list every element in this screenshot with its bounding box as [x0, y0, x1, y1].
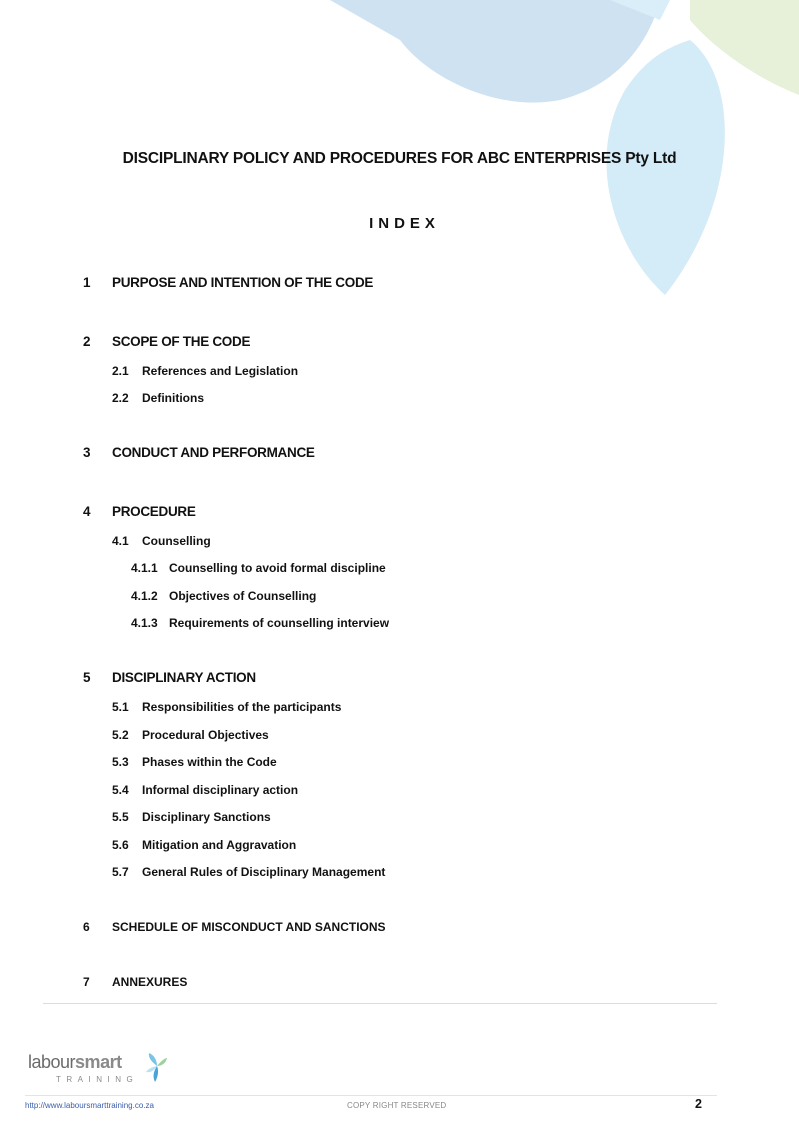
toc-number: 4.1.1	[131, 561, 158, 575]
toc-entry-2-2	[112, 391, 204, 405]
toc-label: PROCEDURE	[112, 504, 196, 519]
pinwheel-logo-icon	[146, 1052, 168, 1084]
toc-number: 2	[83, 334, 91, 349]
toc-label: Counselling to avoid formal discipline	[169, 561, 386, 575]
toc-number: 2.1	[112, 364, 129, 378]
toc-label: Disciplinary Sanctions	[142, 810, 271, 824]
toc-number: 5	[83, 670, 91, 685]
toc-number: 1	[83, 275, 91, 290]
toc-label: PURPOSE AND INTENTION OF THE CODE	[112, 275, 374, 290]
toc-entry-7	[83, 975, 187, 989]
page-number: 2	[695, 1097, 702, 1111]
laboursmart-logo	[28, 1052, 178, 1088]
toc-number: 6	[83, 920, 90, 934]
toc-entry-2	[83, 334, 250, 349]
toc-entry-4	[83, 504, 196, 519]
toc-entry-5-7	[112, 865, 385, 879]
toc-label: Procedural Objectives	[142, 728, 269, 742]
toc-entry-2-1	[112, 364, 298, 378]
toc-number: 5.2	[112, 728, 129, 742]
toc-number: 4.1	[112, 534, 129, 548]
toc-number: 2.2	[112, 391, 129, 405]
footer-divider-bottom	[25, 1095, 717, 1096]
toc-entry-5-5	[112, 810, 271, 824]
toc-number: 5.7	[112, 865, 129, 879]
toc-entry-4-1-2	[131, 589, 316, 603]
toc-entry-5-3	[112, 755, 277, 769]
toc-label: Mitigation and Aggravation	[142, 838, 297, 852]
logo-text-light: labour	[28, 1052, 76, 1072]
toc-label: Definitions	[142, 391, 204, 405]
toc-label: Informal disciplinary action	[142, 783, 299, 797]
logo-subtext: TRAINING	[56, 1075, 139, 1084]
toc-label: Objectives of Counselling	[169, 589, 317, 603]
toc-label: Counselling	[142, 534, 211, 548]
document-title: DISCIPLINARY POLICY AND PROCEDURES FOR ABC ENTERPRISES Pty Ltd	[122, 150, 677, 167]
footer-divider-top	[43, 1003, 717, 1004]
footer-website-link[interactable]: http://www.laboursmarttraining.co.za	[25, 1101, 154, 1110]
toc-entry-5	[83, 670, 256, 685]
footer-copyright: COPY RIGHT RESERVED	[347, 1101, 447, 1110]
toc-entry-4-1	[112, 534, 211, 548]
toc-entry-5-2	[112, 728, 269, 742]
logo-text-bold: smart	[75, 1052, 122, 1072]
toc-number: 4	[83, 504, 91, 519]
toc-label: ANNEXURES	[112, 975, 188, 989]
toc-number: 4.1.3	[131, 616, 158, 630]
toc-label: General Rules of Disciplinary Management	[142, 865, 386, 879]
toc-number: 3	[83, 445, 91, 460]
toc-label: CONDUCT AND PERFORMANCE	[112, 445, 315, 460]
toc-entry-6	[83, 920, 386, 934]
toc-entry-5-4	[112, 783, 298, 797]
logo-wordmark	[28, 1052, 122, 1073]
toc-label: SCHEDULE OF MISCONDUCT AND SANCTIONS	[112, 920, 386, 934]
toc-entry-5-1	[112, 700, 341, 714]
index-heading: INDEX	[369, 215, 440, 232]
toc-label: DISCIPLINARY ACTION	[112, 670, 256, 685]
toc-number: 5.1	[112, 700, 129, 714]
toc-label: References and Legislation	[142, 364, 299, 378]
toc-number: 5.3	[112, 755, 129, 769]
toc-entry-3	[83, 445, 315, 460]
toc-entry-5-6	[112, 838, 296, 852]
toc-entry-1	[83, 275, 373, 290]
toc-label: SCOPE OF THE CODE	[112, 334, 251, 349]
toc-label: Phases within the Code	[142, 755, 277, 769]
toc-label: Requirements of counselling interview	[169, 616, 390, 630]
toc-number: 5.6	[112, 838, 129, 852]
toc-number: 4.1.2	[131, 589, 158, 603]
toc-number: 5.4	[112, 783, 129, 797]
toc-entry-4-1-3	[131, 616, 389, 630]
petal-blue-band	[330, 0, 660, 103]
toc-number: 7	[83, 975, 90, 989]
toc-number: 5.5	[112, 810, 129, 824]
toc-label: Responsibilities of the participants	[142, 700, 342, 714]
toc-entry-4-1-1	[131, 561, 386, 575]
